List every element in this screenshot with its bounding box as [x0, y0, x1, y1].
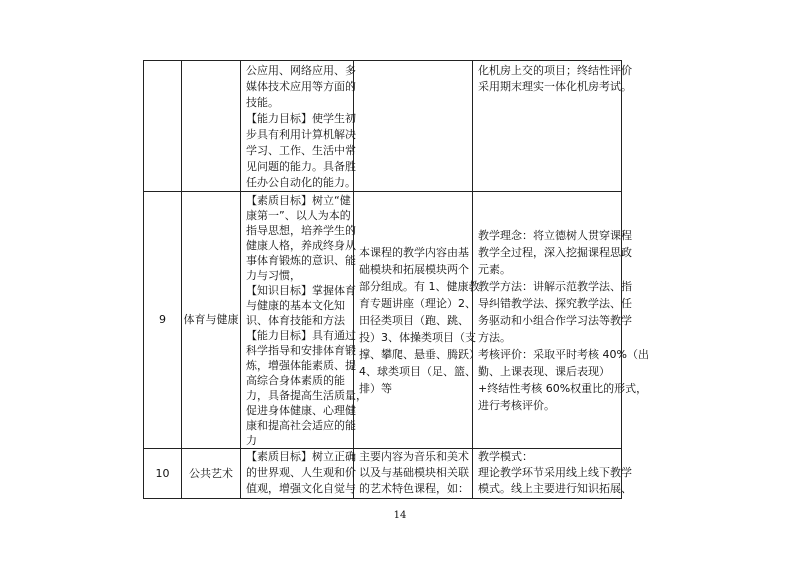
- text-line: 技能。: [246, 96, 279, 109]
- text-line: 康第一”、以人为本的: [246, 209, 351, 222]
- text-line: 康和提高社会适应的能: [246, 419, 356, 432]
- text-line: 炼，增强体能素质、提: [246, 359, 356, 372]
- course-name: 体育与健康: [183, 313, 239, 326]
- text-line: 力，具备提高生活质量，: [246, 389, 367, 402]
- text-line: 导纠错教学法、探究教学法、任: [478, 296, 632, 310]
- text-line: 方法。: [478, 330, 511, 344]
- content-cell: [354, 449, 473, 499]
- text-line: 力与习惯，: [246, 269, 301, 282]
- text-line: 指导思想，培养学生的: [246, 224, 356, 237]
- table-row: [144, 449, 622, 499]
- text-line: 本课程的教学内容由基: [359, 245, 469, 259]
- text-line: 【能力目标】具有通过: [246, 329, 356, 342]
- content-text: [354, 449, 472, 497]
- course-number-cell: [144, 449, 182, 499]
- course-name-cell: [182, 192, 241, 449]
- objectives-cell: [241, 61, 354, 192]
- text-line: 的艺术特色课程，如：: [359, 482, 469, 495]
- text-line: 【知识目标】掌握体育: [246, 284, 356, 297]
- text-line: 以及与基础模块相关联: [359, 466, 469, 479]
- text-line: 主要内容为音乐和美术: [359, 450, 469, 463]
- text-line: 高综合身体素质的能: [246, 374, 345, 387]
- page-number: 14: [393, 510, 407, 521]
- text-line: 科学指导和安排体育锻: [246, 344, 356, 357]
- text-line: 教学全过程，深入挖掘课程思政: [478, 245, 632, 259]
- text-line: 媒体技术应用等方面的: [246, 80, 356, 93]
- text-line: 识、体育技能和方法: [246, 314, 345, 327]
- text-line: 值观，增强文化自觉与: [246, 482, 356, 495]
- text-line: 任办公自动化的能力。: [246, 176, 356, 189]
- course-number-cell: [144, 61, 182, 192]
- text-line: 【素质目标】树立“健: [246, 194, 351, 207]
- content-cell: [354, 192, 480, 449]
- text-line: 4、球类项目（足、篮、: [359, 364, 476, 378]
- text-line: 元素。: [478, 262, 511, 276]
- text-line: 撑、攀爬、悬垂、腾跃）: [359, 347, 480, 361]
- teaching-cell: [473, 61, 632, 192]
- text-line: 部分组成。有 1、健康教: [359, 279, 480, 293]
- text-line: 进行考核评价。: [478, 398, 555, 412]
- text-line: 教学模式：: [478, 450, 533, 463]
- text-line: 见问题的能力。具备胜: [246, 160, 356, 173]
- teaching-text: [473, 227, 649, 414]
- text-line: 力: [246, 434, 257, 447]
- text-line: 促进身体健康、心理健: [246, 404, 356, 417]
- text-line: 模式。线上主要进行知识拓展、: [478, 482, 632, 495]
- objectives-cell: [241, 192, 367, 449]
- teaching-text: [473, 449, 632, 497]
- text-line: 教学理念：将立德树人贯穿课程: [478, 228, 632, 242]
- text-line: 排）等: [359, 381, 392, 395]
- objectives-text: [241, 63, 356, 191]
- text-line: 步具有利用计算机解决: [246, 128, 356, 141]
- course-name-cell: [182, 61, 241, 192]
- course-number-cell: [144, 192, 182, 449]
- text-line: 事体育锻炼的意识、能: [246, 254, 356, 267]
- teaching-cell: [473, 449, 632, 499]
- text-line: 投）3、体操类项目（支: [359, 330, 476, 344]
- table-row: [144, 61, 622, 192]
- text-line: +终结性考核 60%权重比的形式，: [478, 381, 648, 395]
- text-line: 教学方法：讲解示范教学法、指: [478, 279, 632, 293]
- course-number: 10: [155, 466, 170, 480]
- course-table: [143, 60, 649, 499]
- text-line: 勤、上课表现、课后表现）: [478, 364, 610, 378]
- text-line: 育专题讲座（理论）2、: [359, 296, 476, 310]
- text-line: 【素质目标】树立正确: [246, 450, 356, 463]
- text-line: 务驱动和小组合作学习法等教学: [478, 313, 632, 327]
- content-text: [354, 244, 480, 397]
- text-line: 公应用、网络应用、多: [246, 64, 356, 77]
- text-line: 学习、工作、生活中常: [246, 144, 356, 157]
- course-name-cell: [182, 449, 241, 499]
- course-number: 9: [159, 313, 166, 326]
- text-line: 田径类项目（跑、跳、: [359, 313, 469, 327]
- text-line: 考核评价：采取平时考核 40%（出: [478, 347, 649, 361]
- objectives-text: [241, 193, 367, 448]
- content-cell: [354, 61, 473, 192]
- text-line: 【能力目标】使学生初: [246, 112, 356, 125]
- course-name: 公共艺术: [189, 466, 233, 480]
- objectives-text: [241, 449, 356, 497]
- text-line: 采用期末理实一体化机房考试。: [478, 80, 632, 93]
- text-line: 理论教学环节采用线上线下教学: [478, 466, 632, 479]
- text-line: 化机房上交的项目；终结性评价: [478, 64, 632, 77]
- teaching-text: [473, 63, 632, 95]
- teaching-cell: [473, 192, 649, 449]
- text-line: 健康人格，养成终身从: [246, 239, 356, 252]
- objectives-cell: [241, 449, 354, 499]
- text-line: 的世界观、人生观和价: [246, 466, 356, 479]
- text-line: 与健康的基本文化知: [246, 299, 345, 312]
- text-line: 础模块和拓展模块两个: [359, 262, 469, 276]
- table-row: [144, 192, 622, 449]
